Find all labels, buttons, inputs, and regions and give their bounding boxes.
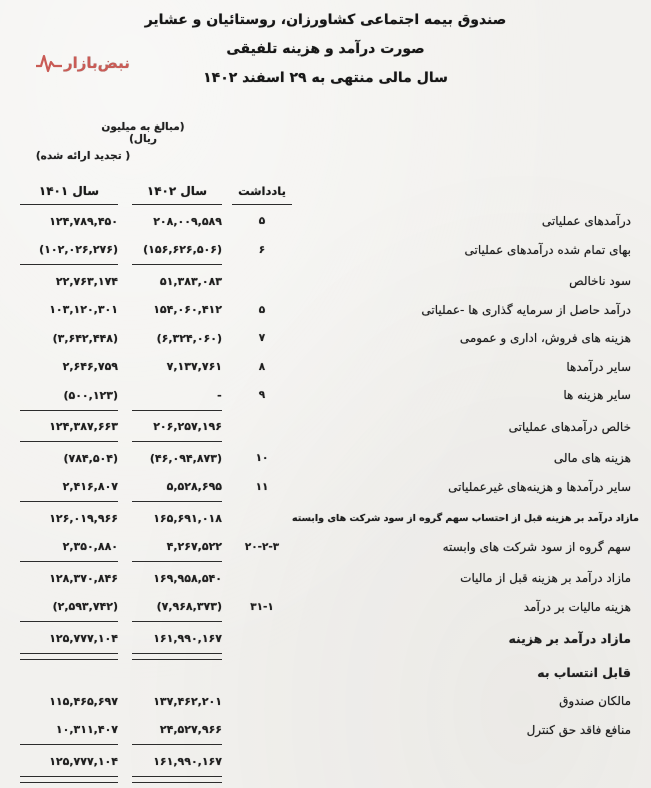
- table-row: [0, 236, 651, 265]
- amount-1402: ۱۶۹,۹۵۸,۵۴۰: [153, 571, 222, 585]
- watermark-label: نبض‌بازار: [64, 54, 130, 72]
- table-body: [0, 207, 651, 782]
- amount-1401: ۲,۴۱۶,۸۰۷: [62, 480, 118, 494]
- separator-line: [0, 410, 651, 413]
- note-ref: ۶: [258, 243, 266, 256]
- table-row: [0, 413, 651, 442]
- column-header-year-1401: سال ۱۴۰۱: [38, 184, 100, 198]
- amount-1401: ۱۲۴,۷۸۹,۴۵۰: [49, 214, 118, 228]
- note-ref: ۷: [258, 332, 266, 345]
- org-name: صندوق بیمه اجتماعی کشاورزان، روستائیان و عشایر: [144, 12, 507, 28]
- row-label: مازاد درآمد بر هزینه قبل از مالیات: [460, 571, 631, 586]
- table-row: [0, 747, 651, 776]
- amount-1402: (۴۶,۰۹۴,۸۷۳): [149, 451, 222, 465]
- note-ref: ۳۱-۱: [250, 600, 274, 613]
- total-double-line: [0, 653, 651, 659]
- amount-1402: (۱۵۶,۶۲۶,۵۰۶): [143, 243, 222, 257]
- row-label: مازاد درآمد بر هزینه: [508, 630, 631, 646]
- amount-1402: ۵,۵۲۸,۶۹۵: [166, 480, 222, 494]
- amount-1402: ۵۱,۳۸۳,۰۸۳: [159, 274, 222, 288]
- amount-1401: ۱۲۶,۰۱۹,۹۶۶: [49, 511, 118, 525]
- row-label: درآمدهای عملیاتی: [541, 214, 631, 229]
- amount-1401: ۱۲۵,۷۷۷,۱۰۴: [49, 631, 118, 645]
- row-label: سهم گروه از سود شرکت های وابسته: [442, 539, 631, 554]
- table-row: [0, 716, 651, 745]
- amount-1401: ۱۱۵,۴۶۵,۶۹۷: [49, 694, 118, 708]
- note-ref: ۹: [258, 389, 266, 402]
- units-note: (مبالغ به میلیون ریال): [101, 121, 185, 145]
- row-label: هزینه مالیات بر درآمد: [523, 599, 631, 614]
- amount-1401: (۲,۵۹۳,۷۴۲): [52, 600, 118, 614]
- amount-1401: (۷۸۴,۵۰۴): [63, 451, 118, 465]
- amount-1401: ۱۰,۳۱۱,۴۰۷: [55, 723, 118, 737]
- separator-line: [0, 744, 651, 747]
- header-underline: [0, 204, 651, 207]
- note-ref: ۵: [258, 303, 266, 316]
- table-row: [0, 267, 651, 296]
- note-ref: ۲۰-۲-۳: [244, 540, 280, 553]
- amount-1401: ۲,۶۴۶,۷۵۹: [62, 360, 118, 374]
- statement-title: صورت درآمد و هزینه تلفیقی: [226, 41, 425, 57]
- separator-line: [0, 621, 651, 624]
- table-row: [0, 296, 651, 325]
- row-label: سایر درآمدها و هزینه‌های غیرعملیاتی: [448, 479, 631, 494]
- separator-line: [0, 264, 651, 267]
- restated-note: ( تجدید ارائه شده): [35, 150, 131, 162]
- amount-1402: ۱۳۷,۴۶۲,۲۰۱: [153, 694, 222, 708]
- amount-1402: ۱۶۱,۹۹۰,۱۶۷: [153, 631, 222, 645]
- table-row: [0, 624, 651, 653]
- amount-1402: ۱۶۱,۹۹۰,۱۶۷: [153, 754, 222, 768]
- row-label: بهای تمام شده درآمدهای عملیاتی: [464, 242, 631, 257]
- amount-1401: (۳,۶۴۲,۴۴۸): [52, 331, 118, 345]
- amount-1402: ۷,۱۳۷,۷۶۱: [166, 360, 222, 374]
- table-row: [0, 564, 651, 593]
- amount-1401: (۱۰۲,۰۲۶,۲۷۶): [39, 243, 118, 257]
- note-ref: ۸: [258, 360, 266, 373]
- row-label: منافع فاقد حق کنترل: [526, 722, 631, 737]
- amount-1402: -: [217, 388, 222, 402]
- table-row: [0, 504, 651, 533]
- table-row: [0, 353, 651, 382]
- table-row: [0, 659, 651, 688]
- amount-1401: ۱۲۵,۷۷۷,۱۰۴: [49, 754, 118, 768]
- amount-1402: ۲۰۶,۲۵۷,۱۹۶: [153, 420, 222, 434]
- note-ref: ۵: [258, 215, 266, 228]
- amount-1401: ۲۲,۷۶۳,۱۷۴: [55, 274, 118, 288]
- amount-1401: ۱۲۸,۳۷۰,۸۴۶: [49, 571, 118, 585]
- separator-line: [0, 441, 651, 444]
- row-label: خالص درآمدهای عملیاتی: [508, 419, 631, 434]
- row-label: سود ناخالص: [569, 274, 631, 289]
- table-row: [0, 207, 651, 236]
- amount-1402: ۲۴,۵۲۷,۹۶۶: [159, 723, 222, 737]
- column-header-year-1402: سال ۱۴۰۲: [146, 184, 208, 198]
- income-statement-table: [0, 178, 651, 782]
- amount-1401: ۲,۳۵۰,۸۸۰: [62, 540, 118, 554]
- row-label: سایر درآمدها: [566, 359, 631, 374]
- row-label: درآمد حاصل از سرمایه گذاری ها -عملیاتی: [421, 302, 631, 317]
- fiscal-period: سال مالی منتهی به ۲۹ اسفند ۱۴۰۲: [203, 70, 448, 86]
- amount-1401: ۱۲۴,۳۸۷,۶۶۳: [49, 420, 118, 434]
- table-row: [0, 324, 651, 353]
- separator-line: [0, 561, 651, 564]
- document-header: [0, 6, 651, 93]
- amount-1402: (۶,۳۲۴,۰۶۰): [156, 331, 222, 345]
- note-ref: ۱۰: [255, 452, 269, 465]
- table-row: [0, 687, 651, 716]
- note-ref: ۱۱: [255, 480, 269, 493]
- row-label: قابل انتساب به: [537, 665, 631, 681]
- amount-1402: ۱۵۴,۰۶۰,۴۱۲: [153, 303, 222, 317]
- table-header-row: [0, 178, 651, 204]
- amount-1402: ۱۶۵,۶۹۱,۰۱۸: [153, 511, 222, 525]
- row-label: هزینه های مالی: [553, 451, 631, 466]
- amount-1402: (۷,۹۶۸,۳۷۳): [156, 600, 222, 614]
- separator-line: [0, 501, 651, 504]
- table-row: [0, 533, 651, 562]
- row-label: مازاد درآمد بر هزینه قبل از احتساب سهم گروه از سود شرکت های وابسته: [292, 512, 639, 524]
- table-row: [0, 381, 651, 410]
- row-label: مالکان صندوق: [559, 694, 631, 709]
- amount-1402: ۴,۲۶۷,۵۲۲: [166, 540, 222, 554]
- table-row: [0, 444, 651, 473]
- table-row: [0, 473, 651, 502]
- total-double-line: [0, 776, 651, 782]
- row-label: هزینه های فروش، اداری و عمومی: [459, 331, 631, 346]
- amount-1401: (۵۰۰,۱۲۳): [63, 388, 118, 402]
- amount-1402: ۲۰۸,۰۰۹,۵۸۹: [153, 214, 222, 228]
- amount-1401: ۱۰۳,۱۲۰,۳۰۱: [49, 303, 118, 317]
- table-row: [0, 593, 651, 622]
- column-header-note: یادداشت: [238, 184, 286, 198]
- row-label: سایر هزینه ها: [563, 388, 631, 403]
